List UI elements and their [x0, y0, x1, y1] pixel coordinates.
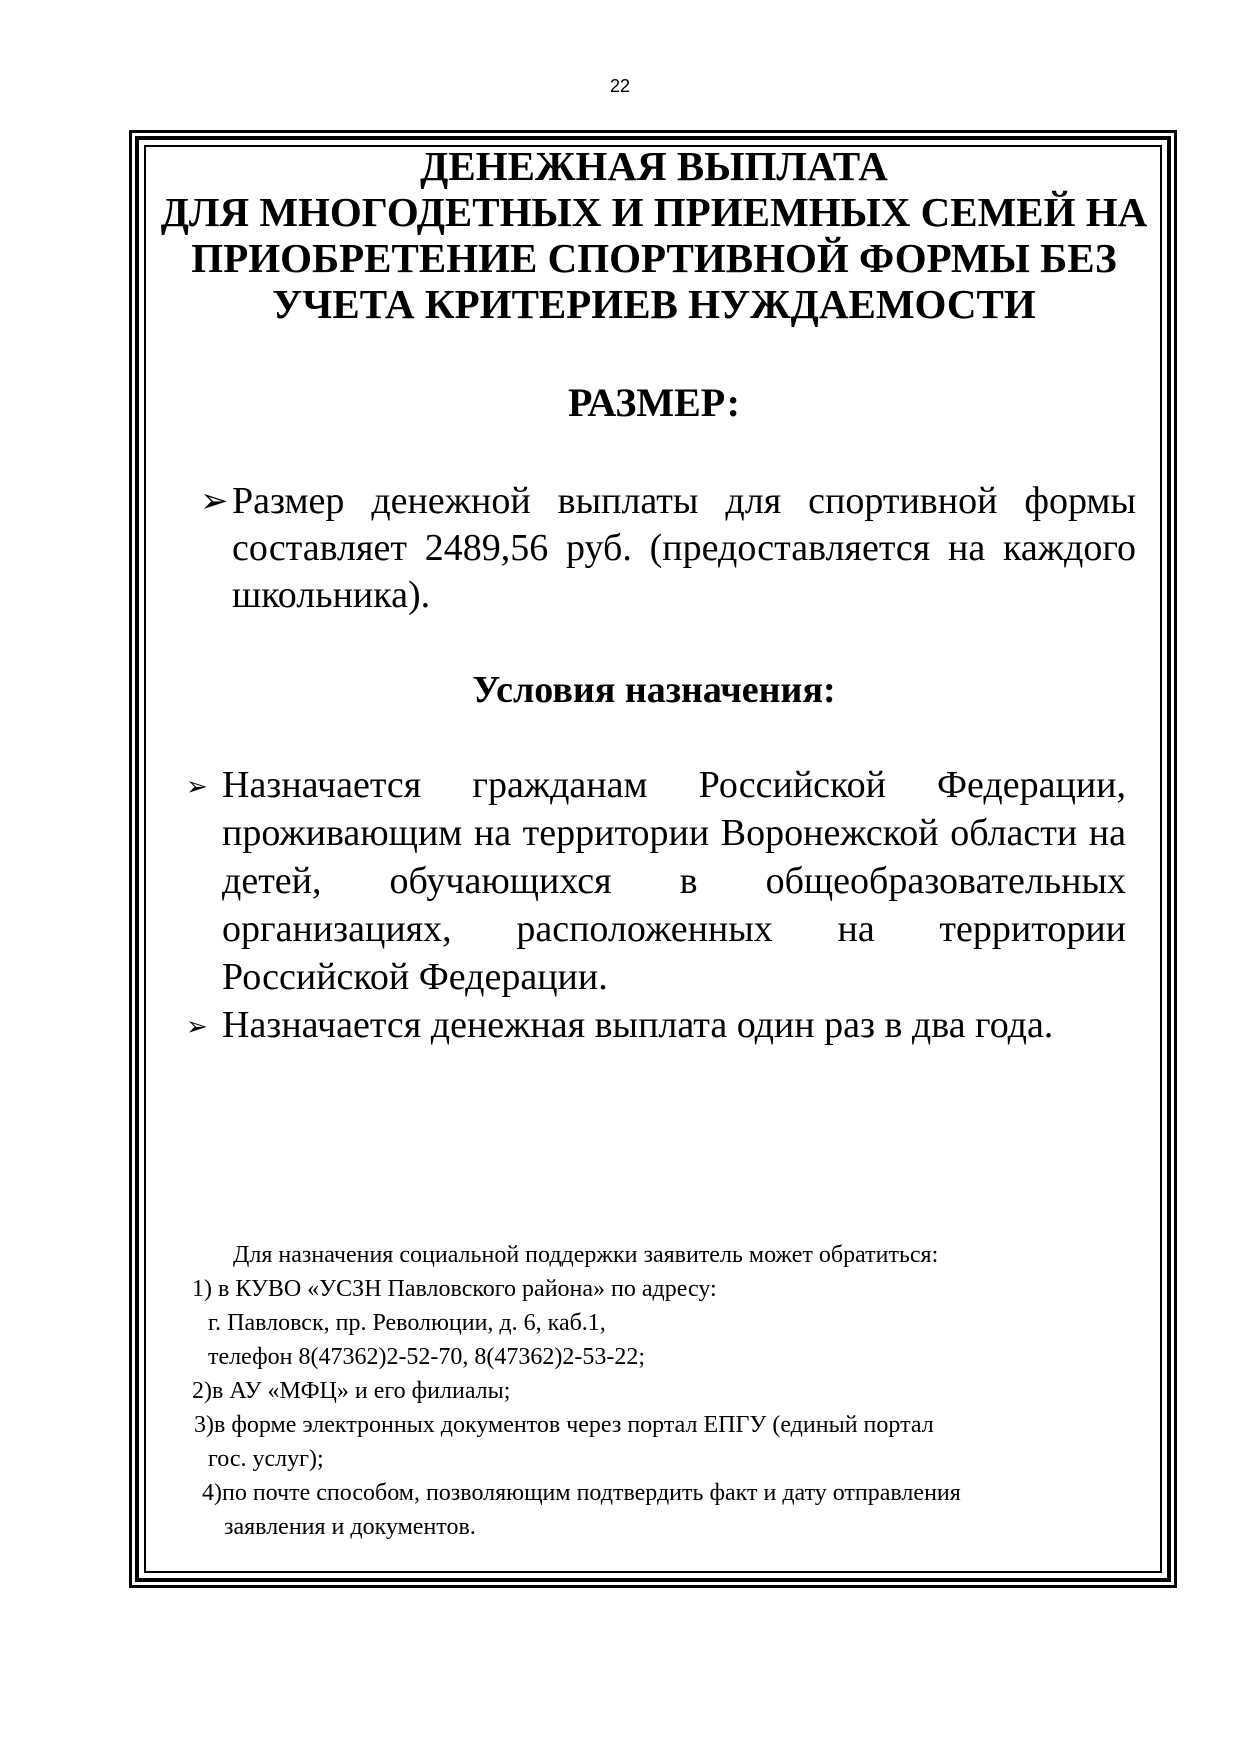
arrow-bullet-icon: ➢ — [200, 483, 229, 520]
title-line-2: ДЛЯ МНОГОДЕТНЫХ И ПРИЕМНЫХ СЕМЕЙ НА — [160, 189, 1148, 235]
condition-text: Назначается гражданам Российской Федерации, проживающим на территории Воронежской области на детей, обучающихся в общеобразовательных организациях, расположенных на территории Российской Федерации. — [222, 764, 1126, 998]
conditions-list — [182, 761, 1126, 1049]
title-line-3: ПРИОБРЕТЕНИЕ СПОРТИВНОЙ ФОРМЫ БЕЗ — [191, 235, 1117, 281]
arrow-bullet-icon: ➢ — [186, 772, 208, 801]
contact-item-2: 2)в АУ «МФЦ» и его филиалы; — [192, 1378, 511, 1404]
contact-item-4-cont: заявления и документов. — [224, 1514, 476, 1540]
condition-text: Назначается денежная выплата один раз в два года. — [222, 1004, 1054, 1046]
list-item — [182, 1001, 1126, 1049]
size-heading: РАЗМЕР: — [568, 380, 740, 425]
contact-item-3: 3)в форме электронных документов через портал ЕПГУ (единый портал — [194, 1412, 934, 1438]
size-bullet — [200, 478, 1136, 619]
contact-intro: Для назначения социальной поддержки заявитель может обратиться: — [233, 1242, 939, 1268]
contact-item-4: 4)по почте способом, позволяющим подтвердить факт и дату отправления — [202, 1480, 961, 1506]
title-line-4: УЧЕТА КРИТЕРИЕВ НУЖДАЕМОСТИ — [272, 281, 1036, 327]
contact-item-1: 1) в КУВО «УСЗН Павловского района» по адресу: — [192, 1276, 717, 1302]
arrow-bullet-icon: ➢ — [186, 1012, 208, 1041]
contact-info — [180, 1238, 1140, 1544]
contact-address: г. Павловск, пр. Революции, д. 6, каб.1, — [208, 1310, 606, 1336]
contact-phone: телефон 8(47362)2-52-70, 8(47362)2-53-22; — [208, 1344, 646, 1370]
document-title — [146, 143, 1162, 327]
conditions-heading: Условия назначения: — [472, 669, 836, 711]
size-bullet-text: Размер денежной выплаты для спортивной формы составляет 2489,56 руб. (предоставляется на каждого школьника). — [232, 480, 1136, 616]
list-item — [182, 761, 1126, 1001]
title-line-1: ДЕНЕЖНАЯ ВЫПЛАТА — [420, 143, 888, 189]
page-number: 22 — [609, 76, 631, 96]
contact-item-3-cont: гос. услуг); — [208, 1446, 324, 1472]
